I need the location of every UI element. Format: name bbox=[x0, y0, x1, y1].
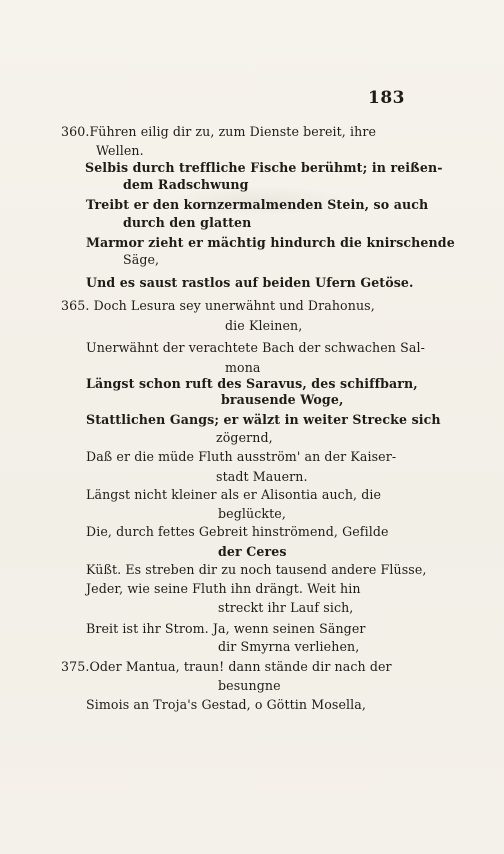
text-line: Jeder, wie seine Fluth ihn drängt. Weit hin bbox=[86, 581, 361, 596]
text-line: zögernd, bbox=[216, 430, 273, 445]
text-line: mona bbox=[225, 360, 261, 375]
text-line: Breit ist ihr Strom. Ja, wenn seinen Sänger bbox=[86, 621, 366, 636]
text-line: Selbis durch treffliche Fische berühmt; in reißen- bbox=[85, 160, 443, 175]
text-line: Daß er die müde Fluth ausström' an der Kaiser- bbox=[86, 449, 397, 464]
text-line: Und es saust rastlos auf beiden Ufern Getöse. bbox=[86, 275, 414, 290]
text-line: Marmor zieht er mächtig hindurch die knirschende bbox=[86, 235, 455, 250]
text-line: 360.Führen eilig dir zu, zum Dienste bereit, ihre bbox=[61, 124, 377, 139]
verse-number: 360. bbox=[61, 124, 90, 139]
text-line: Simois an Troja's Gestad, o Göttin Mosella, bbox=[86, 697, 367, 712]
text-line: brausende Woge, bbox=[221, 392, 344, 407]
text-line: Längst nicht kleiner als er Alisontia auch, die bbox=[86, 487, 382, 502]
text-line: besungne bbox=[218, 678, 281, 693]
page-number: 183 bbox=[368, 88, 405, 108]
text-line: Wellen. bbox=[96, 143, 144, 158]
text-line: beglückte, bbox=[218, 506, 286, 521]
text-line: die Kleinen, bbox=[225, 318, 303, 333]
verse-number: 375. bbox=[61, 659, 90, 674]
text-line: durch den glatten bbox=[123, 215, 252, 230]
text-line: dir Smyrna verliehen, bbox=[218, 639, 360, 654]
text-line: stadt Mauern. bbox=[216, 469, 308, 484]
text-line: streckt ihr Lauf sich, bbox=[218, 600, 354, 615]
text-line: 375.Oder Mantua, traun! dann stände dir nach der bbox=[61, 659, 392, 674]
text-line: Die, durch fettes Gebreit hinströmend, Gefilde bbox=[86, 524, 389, 539]
text-line: der Ceres bbox=[218, 544, 287, 559]
text-line: Stattlichen Gangs; er wälzt in weiter Strecke sich bbox=[86, 412, 441, 427]
verse-number: 365. bbox=[61, 298, 90, 313]
text-line: 365. Doch Lesura sey unerwähnt und Drahonus, bbox=[61, 298, 375, 313]
text-line: dem Radschwung bbox=[123, 177, 249, 192]
text-line: Säge, bbox=[123, 252, 160, 267]
text-line: Treibt er den kornzermalmenden Stein, so auch bbox=[86, 197, 429, 212]
text-line: Küßt. Es streben dir zu noch tausend andere Flüsse, bbox=[86, 562, 427, 577]
text-line: Längst schon ruft des Saravus, des schiffbarn, bbox=[86, 376, 418, 391]
text-line: Unerwähnt der verachtete Bach der schwachen Sal- bbox=[86, 340, 425, 355]
